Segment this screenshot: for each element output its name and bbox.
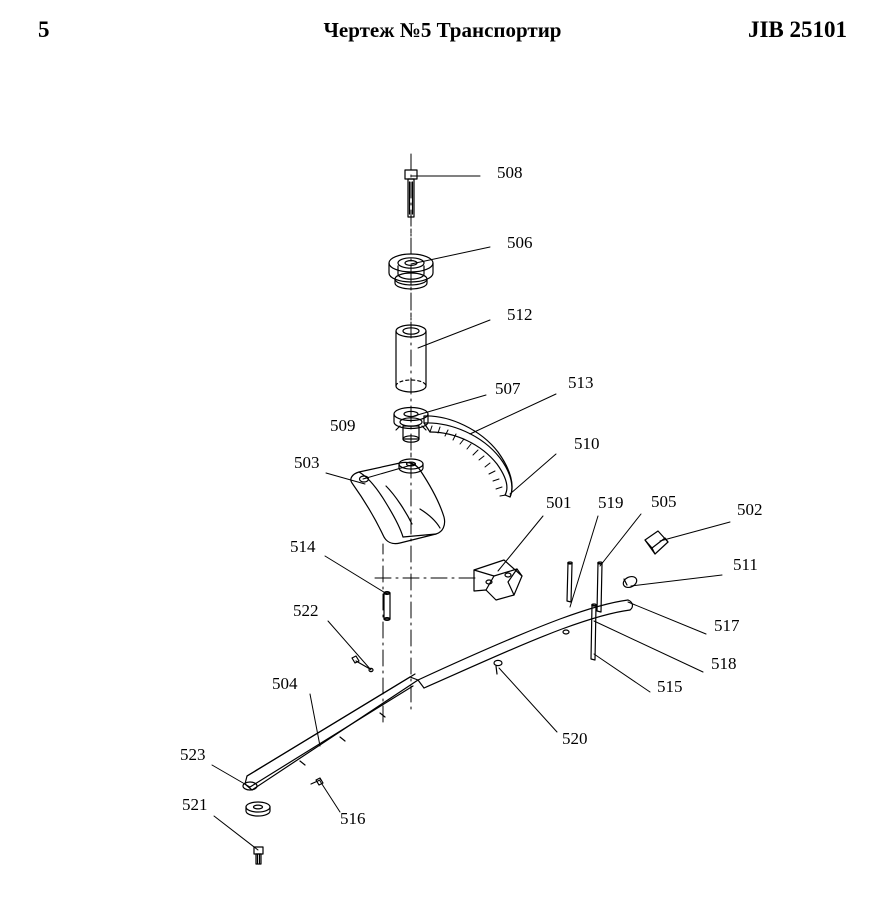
page-number: 5 [38,17,50,42]
callout-511: 511 [733,555,758,574]
callout-505: 505 [651,492,677,511]
callout-504: 504 [272,674,298,693]
part-519-pin [567,562,572,602]
part-503-housing [351,462,445,543]
callout-510: 510 [574,434,600,453]
callout-508: 508 [497,163,523,182]
exploded-parts-diagram [0,54,885,909]
callout-522: 522 [293,601,319,620]
callout-516: 516 [340,809,366,828]
part-520-link-arm [418,600,632,688]
callout-502: 502 [737,500,763,519]
callout-514: 514 [290,537,316,556]
callout-519: 519 [598,493,624,512]
callout-523: 523 [180,745,206,764]
part-504-arm [243,674,418,790]
callout-507: 507 [495,379,521,398]
callout-513: 513 [568,373,594,392]
part-502-block [645,531,668,554]
callout-512: 512 [507,305,533,324]
callout-503: 503 [294,453,320,472]
callout-515: 515 [657,677,683,696]
part-501-bracket [474,560,522,600]
page-title: Чертеж №5 Транспортир [323,18,562,42]
part-523-washer [246,802,270,816]
part-511-roller [622,575,639,590]
axis-centerline [375,154,480,722]
callout-520: 520 [562,729,588,748]
part-505-pin [597,562,602,612]
callout-521: 521 [182,795,208,814]
drawing-code: JIB 25101 [747,17,847,42]
callout-517: 517 [714,616,740,635]
callout-labels [180,163,763,828]
part-521-bolt [254,847,263,864]
callout-518: 518 [711,654,737,673]
callout-509: 509 [330,416,356,435]
callout-501: 501 [546,493,572,512]
part-510-toothed-arc [424,416,512,497]
part-514-sleeve [384,592,390,621]
leader-lines [212,176,730,850]
callout-506: 506 [507,233,533,252]
part-515-pin [591,604,596,660]
part-516-bolt [311,778,323,785]
